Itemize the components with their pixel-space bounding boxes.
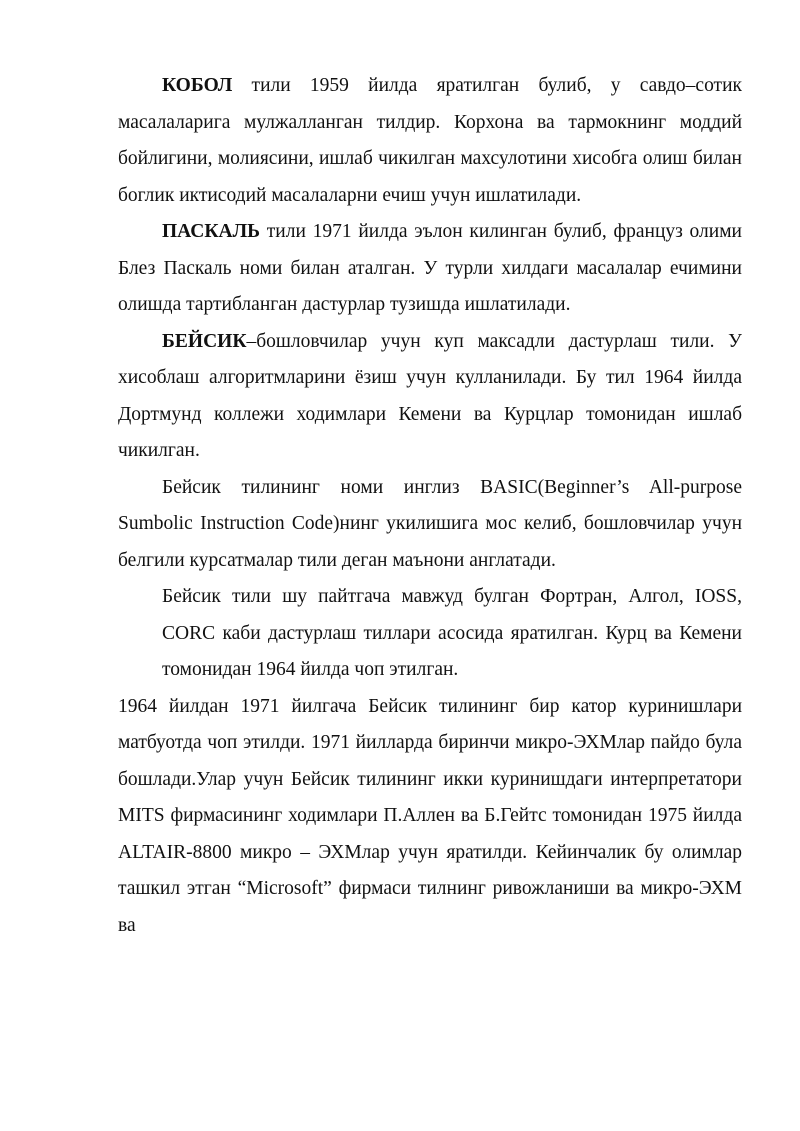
paragraph-kobol xyxy=(118,68,742,214)
kobol-text: тили 1959 йилда яратилган булиб, у савдо–сотик масалаларига мулжалланган тилдир. Корхона ва тармокнинг моддий бойлигини, молиясини, ишлаб чикилган махсулотини хисобга олиш билан боглик иктисодий масалаларни ечиш учун ишлатилади. xyxy=(118,75,742,206)
basic-text: –бошловчилар учун куп максадли дастурлаш тили. У хисоблаш алгоритмларини ёзиш учун кулланилади. Бу тил 1964 йилда Дортмунд коллежи ходимлари Кемени ва Курцлар томонидан ишлаб чикилган. xyxy=(118,330,742,461)
paragraph-basic-origin: Бейсик тили шу пайтгача мавжуд булган Фортран, Алгол, IOSS, CORC каби дастурлаш тиллари асосида яратилган. Курц ва Кемени томонидан 1964 йилда чоп этилган. xyxy=(162,586,742,680)
term-basic: БЕЙСИК xyxy=(162,330,247,352)
document-page xyxy=(118,68,742,944)
term-pascal: ПАСКАЛЬ xyxy=(162,221,261,242)
pascal-text: тили 1971 йилда эълон килинган булиб, француз олими Блез Паскаль номи билан аталган. У турли хилдаги масалалар ечимини олишда тартибланган дастурлар тузишда ишлатилади. xyxy=(118,221,742,315)
term-kobol: КОБОЛ xyxy=(162,75,233,96)
paragraph-pascal xyxy=(118,214,742,324)
paragraph-basic xyxy=(118,324,742,470)
paragraph-basic-history: 1964 йилдан 1971 йилгача Бейсик тилининг бир катор куринишлари матбуотда чоп этилди. 1971 йилларда биринчи микро-ЭХМлар пайдо була бошлади.Улар учун Бейсик тилининг икки куринишдаги интерпретатори MITS фирмасининг ходимлари П.Аллен ва Б.Гейтс томонидан 1975 йилда ALTAIR-8800 микро – ЭХМлар учун яратилди. Кейинчалик бу олимлар ташкил этган “Microsoft” фирмаси тилнинг ривожланиши ва микро-ЭХМ ва xyxy=(118,695,742,936)
paragraph-basic-name: Бейсик тилининг номи инглиз BASIC(Beginner’s All-purpose Sumbolic Instruction Code)нинг укилишига мос келиб, бошловчилар учун белгили курсатмалар тили деган маънони англатади. xyxy=(118,476,742,571)
